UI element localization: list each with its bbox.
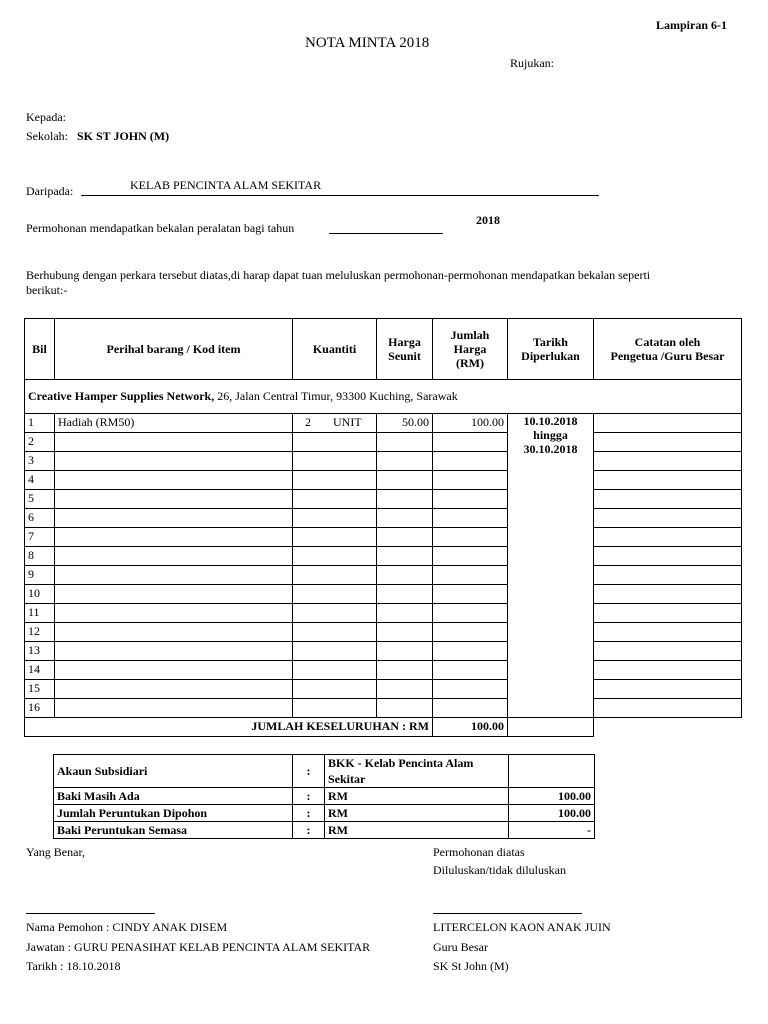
row-bil: 8 [25,547,55,566]
request-table [24,318,742,737]
approver-signature-line [433,913,582,914]
row-bil: 12 [25,623,55,642]
row-catatan [594,490,742,509]
pemohon-signature-line [26,913,155,914]
row-item [55,566,293,585]
row-price [377,642,433,661]
total-value: 100.00 [433,718,508,737]
approver-name: LITERCELON KAON ANAK JUIN [433,920,611,934]
row-catatan [594,414,742,433]
row-bil: 14 [25,661,55,680]
row-price [377,699,433,718]
table-row [25,471,742,490]
table-row [25,547,742,566]
row-catatan [594,547,742,566]
header-perihal: Perihal barang / Kod item [55,319,293,380]
page-title: NOTA MINTA 2018 [305,35,430,51]
kepada-label: Kepada: [26,110,66,124]
account-row [54,788,595,805]
row-bil: 13 [25,642,55,661]
total-label: JUMLAH KESELURUHAN : RM [25,718,433,737]
daripada-label: Daripada: [26,184,74,198]
year-underline [329,233,443,234]
row-item [55,642,293,661]
account-amount: 100.00 [509,788,595,805]
row-qty [293,642,377,661]
row-qty [293,547,377,566]
row-item [55,699,293,718]
row-qty-number: 2 [305,415,311,429]
row-price [377,547,433,566]
supplier-name: Creative Hamper Supplies Network, [28,389,215,403]
intro-line-1: Berhubung dengan perkara tersebut diatas,di harap dapat tuan meluluskan permohonan-permohonan mendapatkan bekalan seperti [26,268,651,282]
row-price [377,623,433,642]
row-qty [293,490,377,509]
pemohon-name: Nama Pemohon : CINDY ANAK DISEM [26,920,228,934]
yang-benar: Yang Benar, [26,845,85,859]
row-item [55,623,293,642]
row-qty [293,680,377,699]
row-total [433,547,508,566]
lampiran-label: Lampiran 6-1 [656,18,728,32]
table-row [25,528,742,547]
row-catatan [594,699,742,718]
table-row [25,680,742,699]
row-qty [293,414,377,433]
row-total [433,585,508,604]
row-catatan [594,452,742,471]
row-total [433,566,508,585]
row-catatan [594,661,742,680]
row-qty [293,604,377,623]
row-bil: 2 [25,433,55,452]
daripada-underline [81,195,599,196]
row-bil: 10 [25,585,55,604]
table-row [25,509,742,528]
row-qty [293,528,377,547]
header-harga-line1: Harga [388,335,421,349]
table-row [25,642,742,661]
row-catatan [594,585,742,604]
account-amount [509,755,595,788]
pemohon-tarikh: Tarikh : 18.10.2018 [26,959,121,973]
header-tarikh-line2: Diperlukan [521,349,580,363]
row-qty [293,623,377,642]
row-item [55,528,293,547]
account-row [54,805,595,822]
row-catatan [594,471,742,490]
row-total [433,661,508,680]
row-bil: 7 [25,528,55,547]
row-item [55,680,293,699]
request-year: 2018 [476,213,500,227]
row-price [377,585,433,604]
row-total [433,433,508,452]
account-amount: - [509,822,595,839]
account-row [54,822,595,839]
date-to: 30.10.2018 [523,442,578,456]
account-sep: : [293,755,325,788]
table-row [25,414,742,433]
account-table [53,754,595,839]
row-price [377,433,433,452]
table-row [25,433,742,452]
row-catatan [594,604,742,623]
row-catatan [594,433,742,452]
row-total [433,699,508,718]
row-item [55,547,293,566]
header-tarikh-line1: Tarikh [533,335,568,349]
supplier-address: 26, Jalan Central Timur, 93300 Kuching, Sarawak [214,389,458,403]
row-bil: 16 [25,699,55,718]
supplier-cell [25,380,742,414]
row-catatan [594,566,742,585]
row-price [377,509,433,528]
tarikh-diperlukan-cell [508,414,594,718]
row-total [433,452,508,471]
row-item [55,433,293,452]
request-text: Permohonan mendapatkan bekalan peralatan bagi tahun [26,221,295,235]
supplier-row [25,380,742,414]
row-total [433,642,508,661]
approval-line-1: Permohonan diatas [433,845,525,859]
account-value: RM [325,822,509,839]
row-item [55,604,293,623]
row-bil: 1 [25,414,55,433]
row-total [433,490,508,509]
daripada-value: KELAB PENCINTA ALAM SEKITAR [130,178,322,192]
row-item [55,471,293,490]
row-total [433,509,508,528]
pemohon-jawatan: Jawatan : GURU PENASIHAT KELAB PENCINTA ALAM SEKITAR [26,940,371,954]
row-qty-unit: UNIT [333,415,362,429]
row-item [55,509,293,528]
table-row [25,623,742,642]
header-harga [377,319,433,380]
approver-title: Guru Besar [433,940,488,954]
header-catatan-line2: Pengetua /Guru Besar [610,349,725,363]
row-price [377,490,433,509]
header-catatan [594,319,742,380]
row-item [55,661,293,680]
row-catatan [594,623,742,642]
row-qty [293,585,377,604]
account-sep: : [293,822,325,839]
account-label: Baki Masih Ada [54,788,293,805]
header-jumlah-line3: (RM) [456,356,484,370]
row-bil: 15 [25,680,55,699]
row-qty [293,509,377,528]
account-label: Jumlah Peruntukan Dipohon [54,805,293,822]
row-total: 100.00 [433,414,508,433]
row-total [433,471,508,490]
row-catatan [594,680,742,699]
table-row [25,585,742,604]
header-jumlah [433,319,508,380]
total-row-empty-cell [508,718,594,737]
row-item [55,585,293,604]
sekolah-label: Sekolah: [26,129,68,143]
row-qty [293,471,377,490]
header-jumlah-line1: Jumlah [450,328,490,342]
table-row [25,604,742,623]
row-bil: 11 [25,604,55,623]
row-bil: 9 [25,566,55,585]
row-price [377,661,433,680]
account-value: BKK - Kelab Pencinta Alam Sekitar [325,755,509,788]
account-value: RM [325,805,509,822]
row-price [377,528,433,547]
header-bil: Bil [25,319,55,380]
table-row [25,452,742,471]
header-tarikh [508,319,594,380]
approver-school: SK St John (M) [433,959,509,973]
account-sep: : [293,788,325,805]
row-item [55,452,293,471]
row-catatan [594,642,742,661]
row-bil: 5 [25,490,55,509]
account-value: RM [325,788,509,805]
row-bil: 6 [25,509,55,528]
header-jumlah-line2: Harga [453,342,487,356]
rujukan-label: Rujukan: [510,56,554,70]
total-row [25,718,742,737]
row-qty [293,566,377,585]
table-header-row [25,319,742,380]
header-catatan-line1: Catatan oleh [634,335,701,349]
account-label: Akaun Subsidiari [54,755,293,788]
account-sep: : [293,805,325,822]
approval-line-2: Diluluskan/tidak diluluskan [433,863,566,877]
row-total [433,528,508,547]
header-harga-line2: Seunit [388,349,421,363]
row-total [433,604,508,623]
row-catatan [594,528,742,547]
table-row [25,490,742,509]
row-price [377,680,433,699]
account-row [54,755,595,788]
account-label: Baki Peruntukan Semasa [54,822,293,839]
date-mid: hingga [533,428,568,442]
header-kuantiti: Kuantiti [293,319,377,380]
row-qty [293,699,377,718]
row-price [377,604,433,623]
account-amount: 100.00 [509,805,595,822]
row-price: 50.00 [377,414,433,433]
row-qty [293,661,377,680]
row-bil: 3 [25,452,55,471]
row-qty [293,433,377,452]
row-catatan [594,509,742,528]
sekolah-value: SK ST JOHN (M) [77,129,170,143]
intro-line-2: berikut:- [26,283,68,297]
row-item [55,490,293,509]
table-row [25,661,742,680]
row-price [377,452,433,471]
table-row [25,699,742,718]
row-qty [293,452,377,471]
row-price [377,566,433,585]
row-total [433,680,508,699]
row-price [377,471,433,490]
row-bil: 4 [25,471,55,490]
date-from: 10.10.2018 [523,414,578,428]
row-item: Hadiah (RM50) [55,414,293,433]
table-row [25,566,742,585]
row-total [433,623,508,642]
